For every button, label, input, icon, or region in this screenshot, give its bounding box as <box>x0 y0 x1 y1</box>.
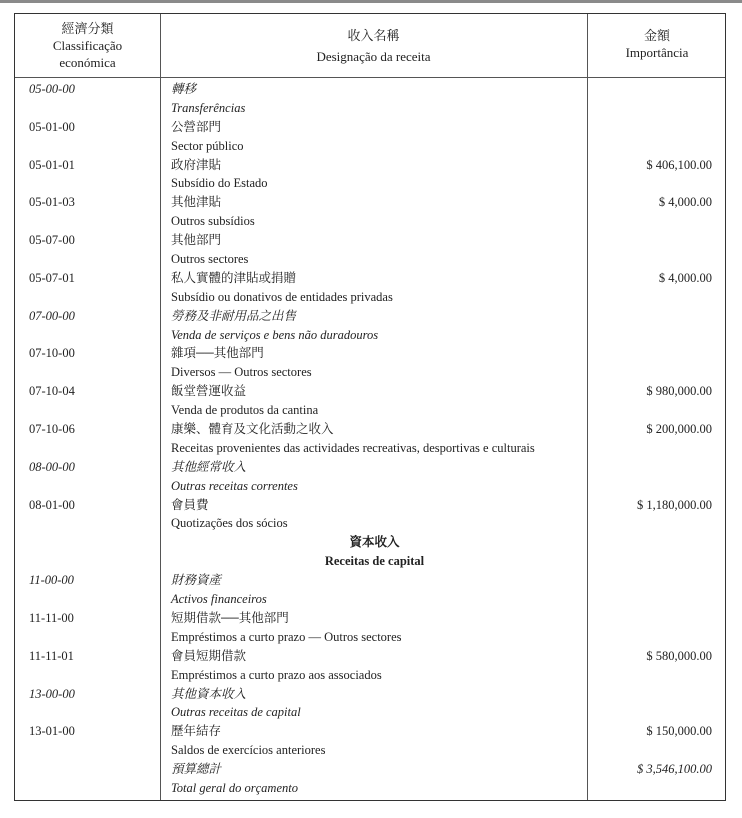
section-heading <box>15 533 725 571</box>
row-line-pt <box>15 137 725 156</box>
amount: $ 980,000.00 <box>646 384 712 399</box>
classification-code: 05-07-00 <box>29 233 75 248</box>
row-line-pt <box>15 439 725 458</box>
amount: $ 406,100.00 <box>646 157 712 172</box>
designation-pt: Transferências <box>171 100 246 115</box>
table-row <box>15 307 725 345</box>
row-line-zh <box>15 80 725 99</box>
header-classification <box>15 20 160 71</box>
designation-zh: 其他部門 <box>171 233 222 248</box>
designation-zh: 歷年結存 <box>171 724 222 739</box>
section-title-pt: Receitas de capital <box>324 554 425 569</box>
designation-pt: Activos financeiros <box>171 592 267 607</box>
classification-code: 07-10-00 <box>29 346 75 361</box>
header-text: Importância <box>625 45 689 60</box>
classification-code: 11-00-00 <box>29 573 74 588</box>
table-row <box>15 193 725 231</box>
amount: $ 150,000.00 <box>646 724 712 739</box>
classification-code: 07-00-00 <box>29 308 75 323</box>
section-line <box>15 552 725 571</box>
header-designation <box>160 27 587 65</box>
amount: $ 200,000.00 <box>646 422 712 437</box>
amount: $ 4,000.00 <box>658 270 712 285</box>
table-row <box>15 458 725 496</box>
row-line-zh <box>15 307 725 326</box>
row-line-pt <box>15 703 725 722</box>
table-row <box>15 231 725 269</box>
table-row <box>15 685 725 723</box>
row-line-zh <box>15 231 725 250</box>
row-line-zh <box>15 458 725 477</box>
designation-zh: 勞務及非耐用品之出售 <box>171 308 297 323</box>
classification-code: 05-00-00 <box>29 82 75 96</box>
row-line-pt <box>15 174 725 193</box>
classification-code: 05-07-01 <box>29 270 75 285</box>
row-line-pt <box>15 250 725 269</box>
top-rule <box>0 0 742 3</box>
row-line-zh <box>15 420 725 439</box>
table-row <box>15 80 725 118</box>
designation-pt: Outras receitas de capital <box>171 705 301 720</box>
designation-pt: Empréstimos a curto prazo aos associados <box>171 667 382 682</box>
designation-pt: Sector público <box>171 138 244 153</box>
classification-code: 05-01-00 <box>29 119 75 134</box>
classification-code: 05-01-01 <box>29 157 75 172</box>
header-amount <box>587 27 727 61</box>
designation-zh: 其他資本收入 <box>171 686 247 701</box>
designation-pt: Outros subsídios <box>171 214 255 229</box>
header-text: Designação da receita <box>316 49 431 64</box>
classification-code: 07-10-06 <box>29 422 75 437</box>
row-line-pt <box>15 741 725 760</box>
header-text: Classificação <box>52 38 123 53</box>
header-text: 收入名稱 <box>347 28 400 43</box>
row-line-zh <box>15 571 725 590</box>
designation-zh: 預算總計 <box>171 762 222 777</box>
row-line-pt <box>15 363 725 382</box>
designation-zh: 轉移 <box>171 82 197 96</box>
designation-zh: 會員費 <box>171 497 209 512</box>
row-line-zh <box>15 760 725 779</box>
table-row <box>15 156 725 194</box>
row-line-pt <box>15 326 725 345</box>
table-row <box>15 722 725 760</box>
row-line-pt <box>15 514 725 533</box>
row-line-zh <box>15 269 725 288</box>
row-line-zh <box>15 118 725 137</box>
designation-pt: Empréstimos a curto prazo — Outros sectores <box>171 629 402 644</box>
amount: $ 1,180,000.00 <box>637 497 712 512</box>
designation-pt: Receitas provenientes das actividades recreativas, desportivas e culturais <box>171 440 535 455</box>
table-body <box>15 80 725 798</box>
amount: $ 3,546,100.00 <box>637 762 712 777</box>
designation-zh: 其他經常收入 <box>171 459 247 474</box>
table-row <box>15 496 725 534</box>
designation-pt: Outras receitas correntes <box>171 478 298 493</box>
classification-code: 08-01-00 <box>29 497 75 512</box>
row-line-pt <box>15 628 725 647</box>
row-line-zh <box>15 685 725 704</box>
header-text: 經濟分類 <box>61 21 114 36</box>
row-line-zh <box>15 156 725 175</box>
designation-zh: 政府津貼 <box>171 157 222 172</box>
section-line <box>15 533 725 552</box>
header-divider <box>15 77 725 78</box>
table-row <box>15 609 725 647</box>
table-row <box>15 760 725 798</box>
table-row <box>15 344 725 382</box>
table-row <box>15 382 725 420</box>
row-line-pt <box>15 666 725 685</box>
designation-pt: Venda de produtos da cantina <box>171 403 319 418</box>
table-row <box>15 647 725 685</box>
classification-code: 11-11-01 <box>29 648 74 663</box>
classification-code: 05-01-03 <box>29 195 75 210</box>
classification-code: 13-00-00 <box>29 686 75 701</box>
table-row <box>15 420 725 458</box>
designation-zh: 其他津貼 <box>171 195 222 210</box>
classification-code: 13-01-00 <box>29 724 75 739</box>
amount: $ 580,000.00 <box>646 648 712 663</box>
row-line-zh <box>15 193 725 212</box>
designation-zh: 短期借款──其他部門 <box>171 610 289 625</box>
row-line-pt <box>15 288 725 307</box>
row-line-pt <box>15 477 725 496</box>
designation-zh: 雜項──其他部門 <box>171 346 264 361</box>
amount: $ 4,000.00 <box>658 195 712 210</box>
row-line-pt <box>15 401 725 420</box>
header-text: 金額 <box>643 28 670 43</box>
designation-pt: Total geral do orçamento <box>171 780 298 795</box>
row-line-zh <box>15 722 725 741</box>
classification-code: 07-10-04 <box>29 384 75 399</box>
row-line-zh <box>15 344 725 363</box>
designation-zh: 會員短期借款 <box>171 648 247 663</box>
row-line-pt <box>15 779 725 798</box>
classification-code: 11-11-00 <box>29 610 74 625</box>
designation-zh: 公營部門 <box>171 119 222 134</box>
designation-pt: Subsídio do Estado <box>171 176 268 191</box>
row-line-zh <box>15 609 725 628</box>
designation-pt: Subsídio ou donativos de entidades privadas <box>171 289 393 304</box>
row-line-zh <box>15 496 725 515</box>
designation-pt: Saldos de exercícios anteriores <box>171 743 326 758</box>
row-line-pt <box>15 212 725 231</box>
designation-zh: 康樂、體育及文化活動之收入 <box>171 422 334 437</box>
revenue-table <box>14 13 726 801</box>
header-text: económica <box>59 55 116 70</box>
table-row <box>15 571 725 609</box>
classification-code: 08-00-00 <box>29 459 75 474</box>
designation-pt: Diversos — Outros sectores <box>171 365 312 380</box>
designation-pt: Venda de serviços e bens não duradouros <box>171 327 379 342</box>
row-line-zh <box>15 382 725 401</box>
designation-zh: 私人實體的津貼或捐贈 <box>171 270 297 285</box>
row-line-pt <box>15 590 725 609</box>
designation-pt: Quotizações dos sócios <box>171 516 288 531</box>
designation-pt: Outros sectores <box>171 252 249 267</box>
row-line-zh <box>15 647 725 666</box>
row-line-pt <box>15 99 725 118</box>
table-row <box>15 118 725 156</box>
section-title-zh: 資本收入 <box>349 535 400 550</box>
table-row <box>15 269 725 307</box>
designation-zh: 飯堂營運收益 <box>171 384 247 399</box>
designation-zh: 財務資產 <box>171 573 222 588</box>
